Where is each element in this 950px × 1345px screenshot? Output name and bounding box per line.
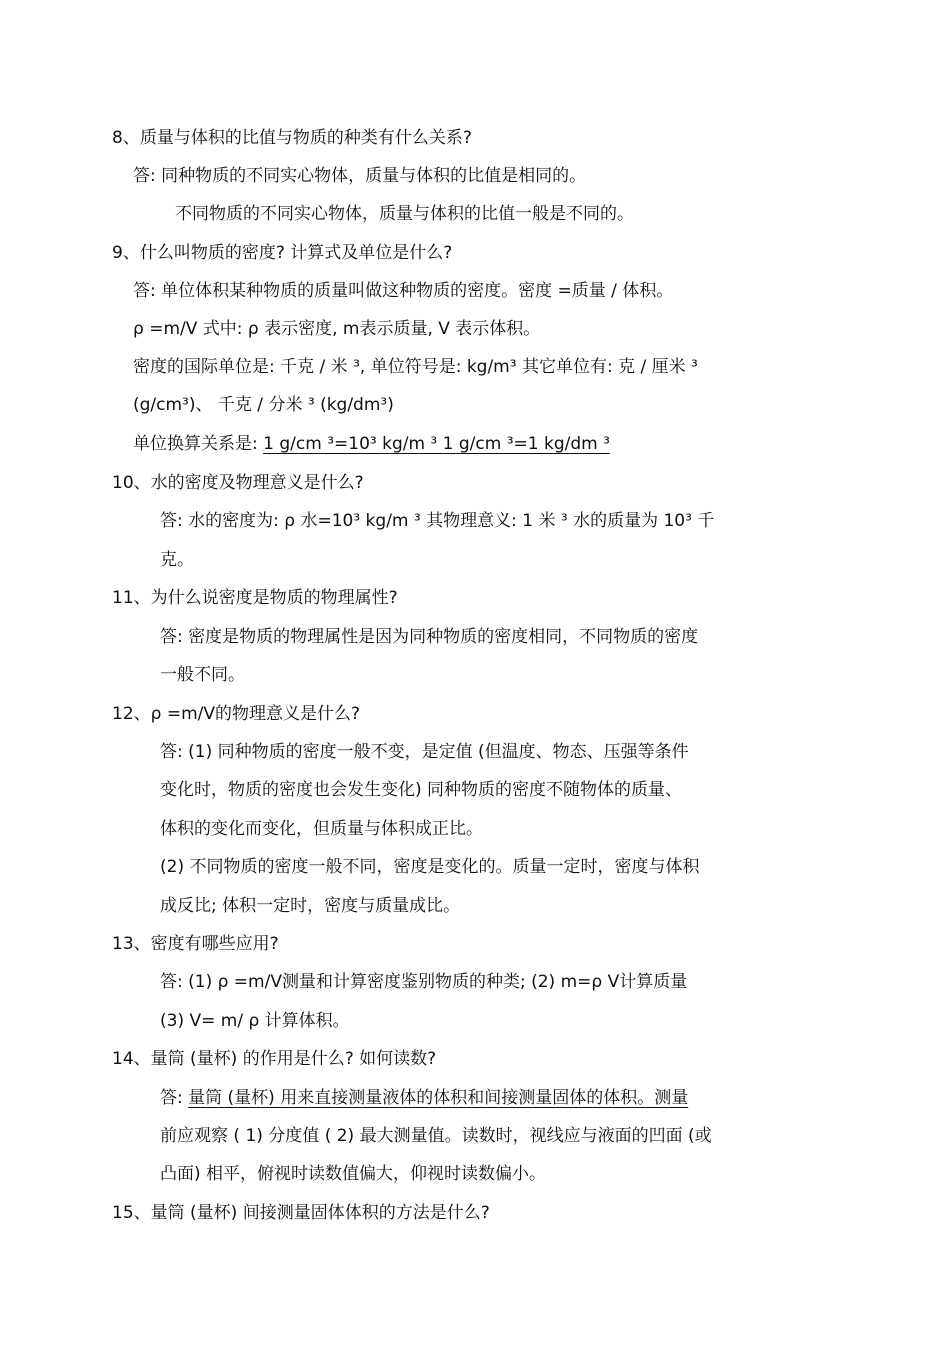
answer-9-line-2: ρ =m/V 式中: ρ 表示密度, m表示质量, V 表示体积。 (133, 319, 541, 339)
answer-12-line-2: 变化时，物质的密度也会发生变化) 同种物质的密度不随物体的质量、 (160, 780, 683, 800)
answer-13-line-1: 答: (1) ρ =m/V测量和计算密度鉴别物质的种类; (2) m=ρ V计算质量 (160, 972, 688, 992)
answer-9-line-5 (133, 433, 610, 455)
answer-9-line-1: 答: 单位体积某种物质的质量叫做这种物质的密度。密度 =质量 / 体积。 (133, 281, 674, 301)
question-15: 15、量筒 (量杯) 间接测量固体体积的方法是什么? (112, 1203, 490, 1223)
question-12: 12、ρ =m/V的物理意义是什么? (112, 704, 361, 724)
answer-12-line-3: 体积的变化而变化，但质量与体积成正比。 (160, 819, 483, 839)
unit-conversion-formula: 1 g/cm ³=10³ kg/m ³ 1 g/cm ³=1 kg/dm ³ (263, 434, 610, 454)
answer-14-line-3: 凸面) 相平，俯视时读数值偏大，仰视时读数偏小。 (160, 1164, 547, 1184)
answer-8-line-1: 答: 同种物质的不同实心物体，质量与体积的比值是相同的。 (133, 166, 587, 186)
question-13: 13、密度有哪些应用? (112, 934, 279, 954)
answer-9-line-4: (g/cm³)、 千克 / 分米 ³ (kg/dm³) (133, 395, 394, 415)
answer-13-line-2: (3) V= m/ ρ 计算体积。 (160, 1011, 350, 1031)
answer-14-prefix: 答: (160, 1088, 189, 1108)
answer-8-line-2: 不同物质的不同实心物体，质量与体积的比值一般是不同的。 (175, 204, 634, 224)
answer-14-line-2: 前应观察 ( 1) 分度值 ( 2) 最大测量值。读数时，视线应与液面的凹面 (或 (160, 1126, 712, 1146)
question-11: 11、为什么说密度是物质的物理属性? (112, 588, 398, 608)
answer-10-line-1: 答: 水的密度为: ρ 水=10³ kg/m ³ 其物理意义: 1 米 ³ 水的质量为 10³ 千 (160, 511, 715, 531)
question-10: 10、水的密度及物理意义是什么? (112, 473, 364, 493)
unit-conversion-label: 单位换算关系是: (133, 434, 264, 454)
question-14: 14、量筒 (量杯) 的作用是什么? 如何读数? (112, 1049, 437, 1069)
answer-10-line-2: 克。 (160, 550, 194, 570)
answer-12-line-1: 答: (1) 同种物质的密度一般不变，是定值 (但温度、物态、压强等条件 (160, 742, 689, 762)
answer-12-line-5: 成反比; 体积一定时，密度与质量成比。 (160, 896, 461, 916)
answer-12-line-4: (2) 不同物质的密度一般不同，密度是变化的。质量一定时，密度与体积 (160, 857, 700, 877)
answer-9-line-3: 密度的国际单位是: 千克 / 米 ³, 单位符号是: kg/m³ 其它单位有: 克 / 厘米 ³ (133, 357, 698, 377)
answer-14-line-1 (160, 1087, 688, 1109)
question-9: 9、什么叫物质的密度? 计算式及单位是什么? (112, 243, 453, 263)
answer-11-line-1: 答: 密度是物质的物理属性是因为同种物质的密度相同，不同物质的密度 (160, 627, 699, 647)
answer-11-line-2: 一般不同。 (160, 665, 245, 685)
question-8: 8、质量与体积的比值与物质的种类有什么关系? (112, 128, 472, 148)
answer-14-underlined: 量筒 (量杯) 用来直接测量液体的体积和间接测量固体的体积。测量 (188, 1088, 689, 1108)
